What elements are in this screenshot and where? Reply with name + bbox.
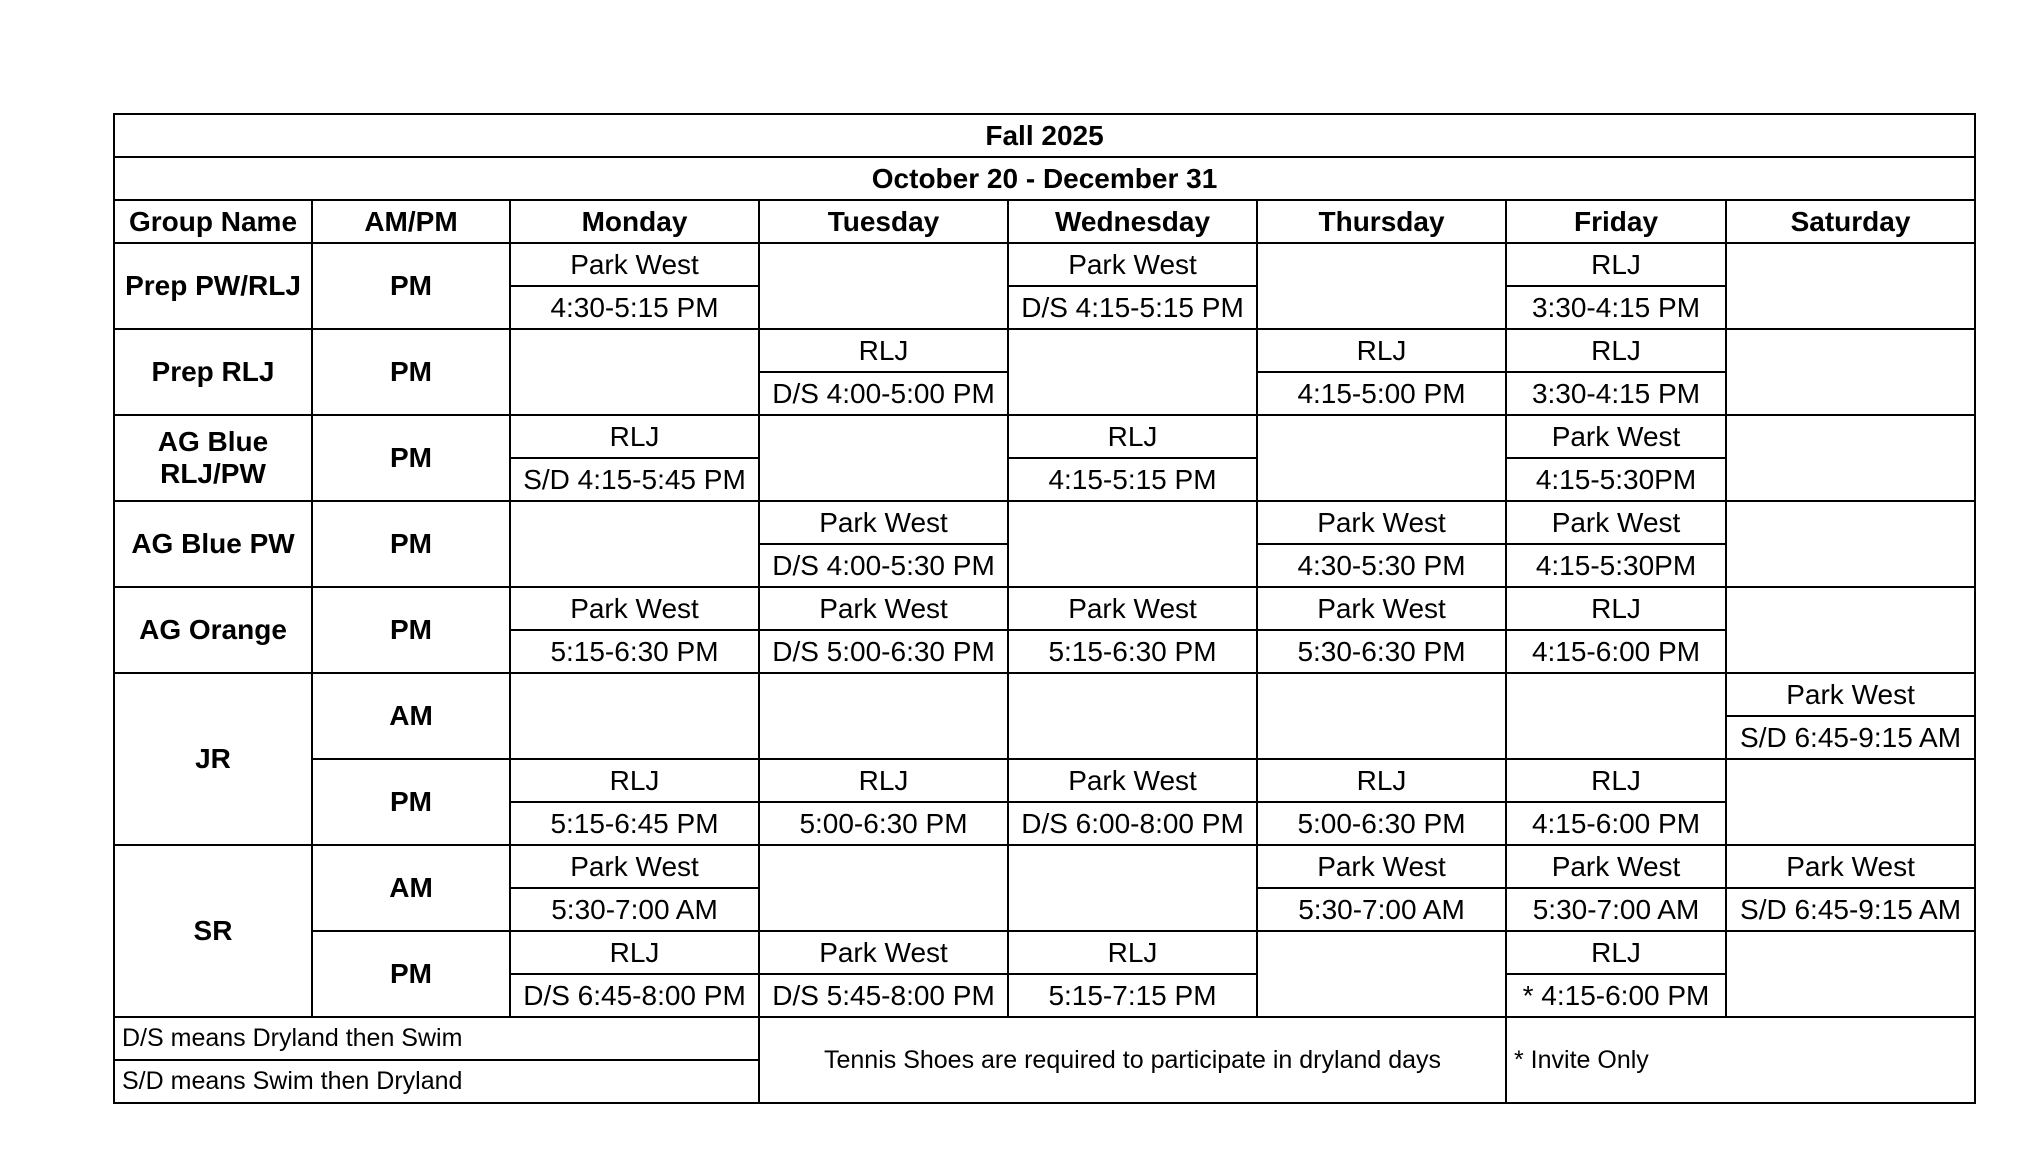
- monday-time: 5:15-6:30 PM: [510, 630, 759, 673]
- group-name-prep-rlj: Prep RLJ: [114, 329, 312, 415]
- friday-location: Park West: [1506, 415, 1726, 458]
- thursday-time: 5:00-6:30 PM: [1257, 802, 1506, 845]
- friday-time: 3:30-4:15 PM: [1506, 286, 1726, 329]
- tuesday-empty-cell: [759, 845, 1008, 931]
- thursday-location: Park West: [1257, 845, 1506, 888]
- monday-empty-cell: [510, 329, 759, 415]
- wednesday-location: Park West: [1008, 243, 1257, 286]
- tuesday-location: Park West: [759, 587, 1008, 630]
- saturday-empty-cell: [1726, 501, 1975, 587]
- wednesday-location: Park West: [1008, 587, 1257, 630]
- group-name-jr: JR: [114, 673, 312, 845]
- schedule-title: Fall 2025: [114, 114, 1975, 157]
- tuesday-time: D/S 5:45-8:00 PM: [759, 974, 1008, 1017]
- thursday-time: 5:30-6:30 PM: [1257, 630, 1506, 673]
- wednesday-location: RLJ: [1008, 415, 1257, 458]
- note-sd: S/D means Swim then Dryland: [114, 1060, 759, 1103]
- group-name-ag-blue-rlj-pw: AG Blue RLJ/PW: [114, 415, 312, 501]
- tuesday-location: RLJ: [759, 329, 1008, 372]
- date-range: October 20 - December 31: [114, 157, 1975, 200]
- tuesday-time: 5:00-6:30 PM: [759, 802, 1008, 845]
- thursday-location: RLJ: [1257, 759, 1506, 802]
- friday-location: RLJ: [1506, 759, 1726, 802]
- schedule-row: [114, 845, 1975, 888]
- saturday-time: S/D 6:45-9:15 AM: [1726, 888, 1975, 931]
- monday-time: 4:30-5:15 PM: [510, 286, 759, 329]
- friday-location: Park West: [1506, 501, 1726, 544]
- note-invite-only: * Invite Only: [1506, 1017, 1975, 1103]
- thursday-time: 4:15-5:00 PM: [1257, 372, 1506, 415]
- tuesday-empty-cell: [759, 673, 1008, 759]
- group-name-ag-blue-pw: AG Blue PW: [114, 501, 312, 587]
- session-pm: PM: [312, 329, 510, 415]
- monday-empty-cell: [510, 501, 759, 587]
- friday-time: 4:15-5:30PM: [1506, 458, 1726, 501]
- thursday-empty-cell: [1257, 415, 1506, 501]
- tuesday-empty-cell: [759, 415, 1008, 501]
- header-am-pm: AM/PM: [312, 200, 510, 243]
- header-tuesday: Tuesday: [759, 200, 1008, 243]
- schedule-row: [114, 587, 1975, 630]
- monday-time: 5:30-7:00 AM: [510, 888, 759, 931]
- friday-location: RLJ: [1506, 587, 1726, 630]
- tuesday-time: D/S 4:00-5:30 PM: [759, 544, 1008, 587]
- schedule-table: [113, 113, 1976, 1104]
- saturday-empty-cell: [1726, 329, 1975, 415]
- saturday-empty-cell: [1726, 587, 1975, 673]
- wednesday-time: D/S 4:15-5:15 PM: [1008, 286, 1257, 329]
- monday-location: Park West: [510, 587, 759, 630]
- note-ds: D/S means Dryland then Swim: [114, 1017, 759, 1060]
- thursday-location: Park West: [1257, 587, 1506, 630]
- wednesday-empty-cell: [1008, 501, 1257, 587]
- tuesday-location: Park West: [759, 501, 1008, 544]
- friday-location: RLJ: [1506, 243, 1726, 286]
- tuesday-time: D/S 4:00-5:00 PM: [759, 372, 1008, 415]
- thursday-time: 4:30-5:30 PM: [1257, 544, 1506, 587]
- session-pm: PM: [312, 759, 510, 845]
- friday-time: 5:30-7:00 AM: [1506, 888, 1726, 931]
- wednesday-time: 4:15-5:15 PM: [1008, 458, 1257, 501]
- group-name-prep-pw-rlj: Prep PW/RLJ: [114, 243, 312, 329]
- friday-location: RLJ: [1506, 931, 1726, 974]
- session-pm: PM: [312, 501, 510, 587]
- schedule-row: [114, 415, 1975, 458]
- wednesday-time: 5:15-7:15 PM: [1008, 974, 1257, 1017]
- friday-location: RLJ: [1506, 329, 1726, 372]
- header-group-name: Group Name: [114, 200, 312, 243]
- monday-time: 5:15-6:45 PM: [510, 802, 759, 845]
- header-wednesday: Wednesday: [1008, 200, 1257, 243]
- wednesday-empty-cell: [1008, 329, 1257, 415]
- header-friday: Friday: [1506, 200, 1726, 243]
- thursday-location: RLJ: [1257, 329, 1506, 372]
- tuesday-location: RLJ: [759, 759, 1008, 802]
- schedule-row: [114, 759, 1975, 802]
- wednesday-empty-cell: [1008, 845, 1257, 931]
- wednesday-time: 5:15-6:30 PM: [1008, 630, 1257, 673]
- schedule-row: [114, 673, 1975, 716]
- saturday-empty-cell: [1726, 931, 1975, 1017]
- session-am: AM: [312, 845, 510, 931]
- tuesday-time: D/S 5:00-6:30 PM: [759, 630, 1008, 673]
- wednesday-location: RLJ: [1008, 931, 1257, 974]
- session-pm: PM: [312, 243, 510, 329]
- thursday-empty-cell: [1257, 243, 1506, 329]
- note-tennis-shoes: Tennis Shoes are required to participate in dryland days: [759, 1017, 1506, 1103]
- schedule-row: [114, 931, 1975, 974]
- thursday-empty-cell: [1257, 931, 1506, 1017]
- thursday-empty-cell: [1257, 673, 1506, 759]
- saturday-empty-cell: [1726, 243, 1975, 329]
- friday-time: 4:15-5:30PM: [1506, 544, 1726, 587]
- monday-location: Park West: [510, 845, 759, 888]
- monday-location: RLJ: [510, 759, 759, 802]
- schedule-row: [114, 243, 1975, 286]
- tuesday-empty-cell: [759, 243, 1008, 329]
- saturday-location: Park West: [1726, 845, 1975, 888]
- session-pm: PM: [312, 415, 510, 501]
- friday-empty-cell: [1506, 673, 1726, 759]
- schedule-row: [114, 329, 1975, 372]
- session-am: AM: [312, 673, 510, 759]
- thursday-location: Park West: [1257, 501, 1506, 544]
- monday-location: Park West: [510, 243, 759, 286]
- saturday-time: S/D 6:45-9:15 AM: [1726, 716, 1975, 759]
- wednesday-time: D/S 6:00-8:00 PM: [1008, 802, 1257, 845]
- saturday-empty-cell: [1726, 415, 1975, 501]
- thursday-time: 5:30-7:00 AM: [1257, 888, 1506, 931]
- saturday-empty-cell: [1726, 759, 1975, 845]
- wednesday-empty-cell: [1008, 673, 1257, 759]
- group-name-sr: SR: [114, 845, 312, 1017]
- schedule-row: [114, 501, 1975, 544]
- wednesday-location: Park West: [1008, 759, 1257, 802]
- monday-location: RLJ: [510, 415, 759, 458]
- session-pm: PM: [312, 931, 510, 1017]
- header-thursday: Thursday: [1257, 200, 1506, 243]
- group-name-ag-orange: AG Orange: [114, 587, 312, 673]
- header-monday: Monday: [510, 200, 759, 243]
- friday-time: * 4:15-6:00 PM: [1506, 974, 1726, 1017]
- header-saturday: Saturday: [1726, 200, 1975, 243]
- monday-empty-cell: [510, 673, 759, 759]
- friday-time: 3:30-4:15 PM: [1506, 372, 1726, 415]
- tuesday-location: Park West: [759, 931, 1008, 974]
- session-pm: PM: [312, 587, 510, 673]
- saturday-location: Park West: [1726, 673, 1975, 716]
- friday-location: Park West: [1506, 845, 1726, 888]
- monday-time: S/D 4:15-5:45 PM: [510, 458, 759, 501]
- friday-time: 4:15-6:00 PM: [1506, 630, 1726, 673]
- monday-location: RLJ: [510, 931, 759, 974]
- header-row: [114, 200, 1975, 243]
- friday-time: 4:15-6:00 PM: [1506, 802, 1726, 845]
- monday-time: D/S 6:45-8:00 PM: [510, 974, 759, 1017]
